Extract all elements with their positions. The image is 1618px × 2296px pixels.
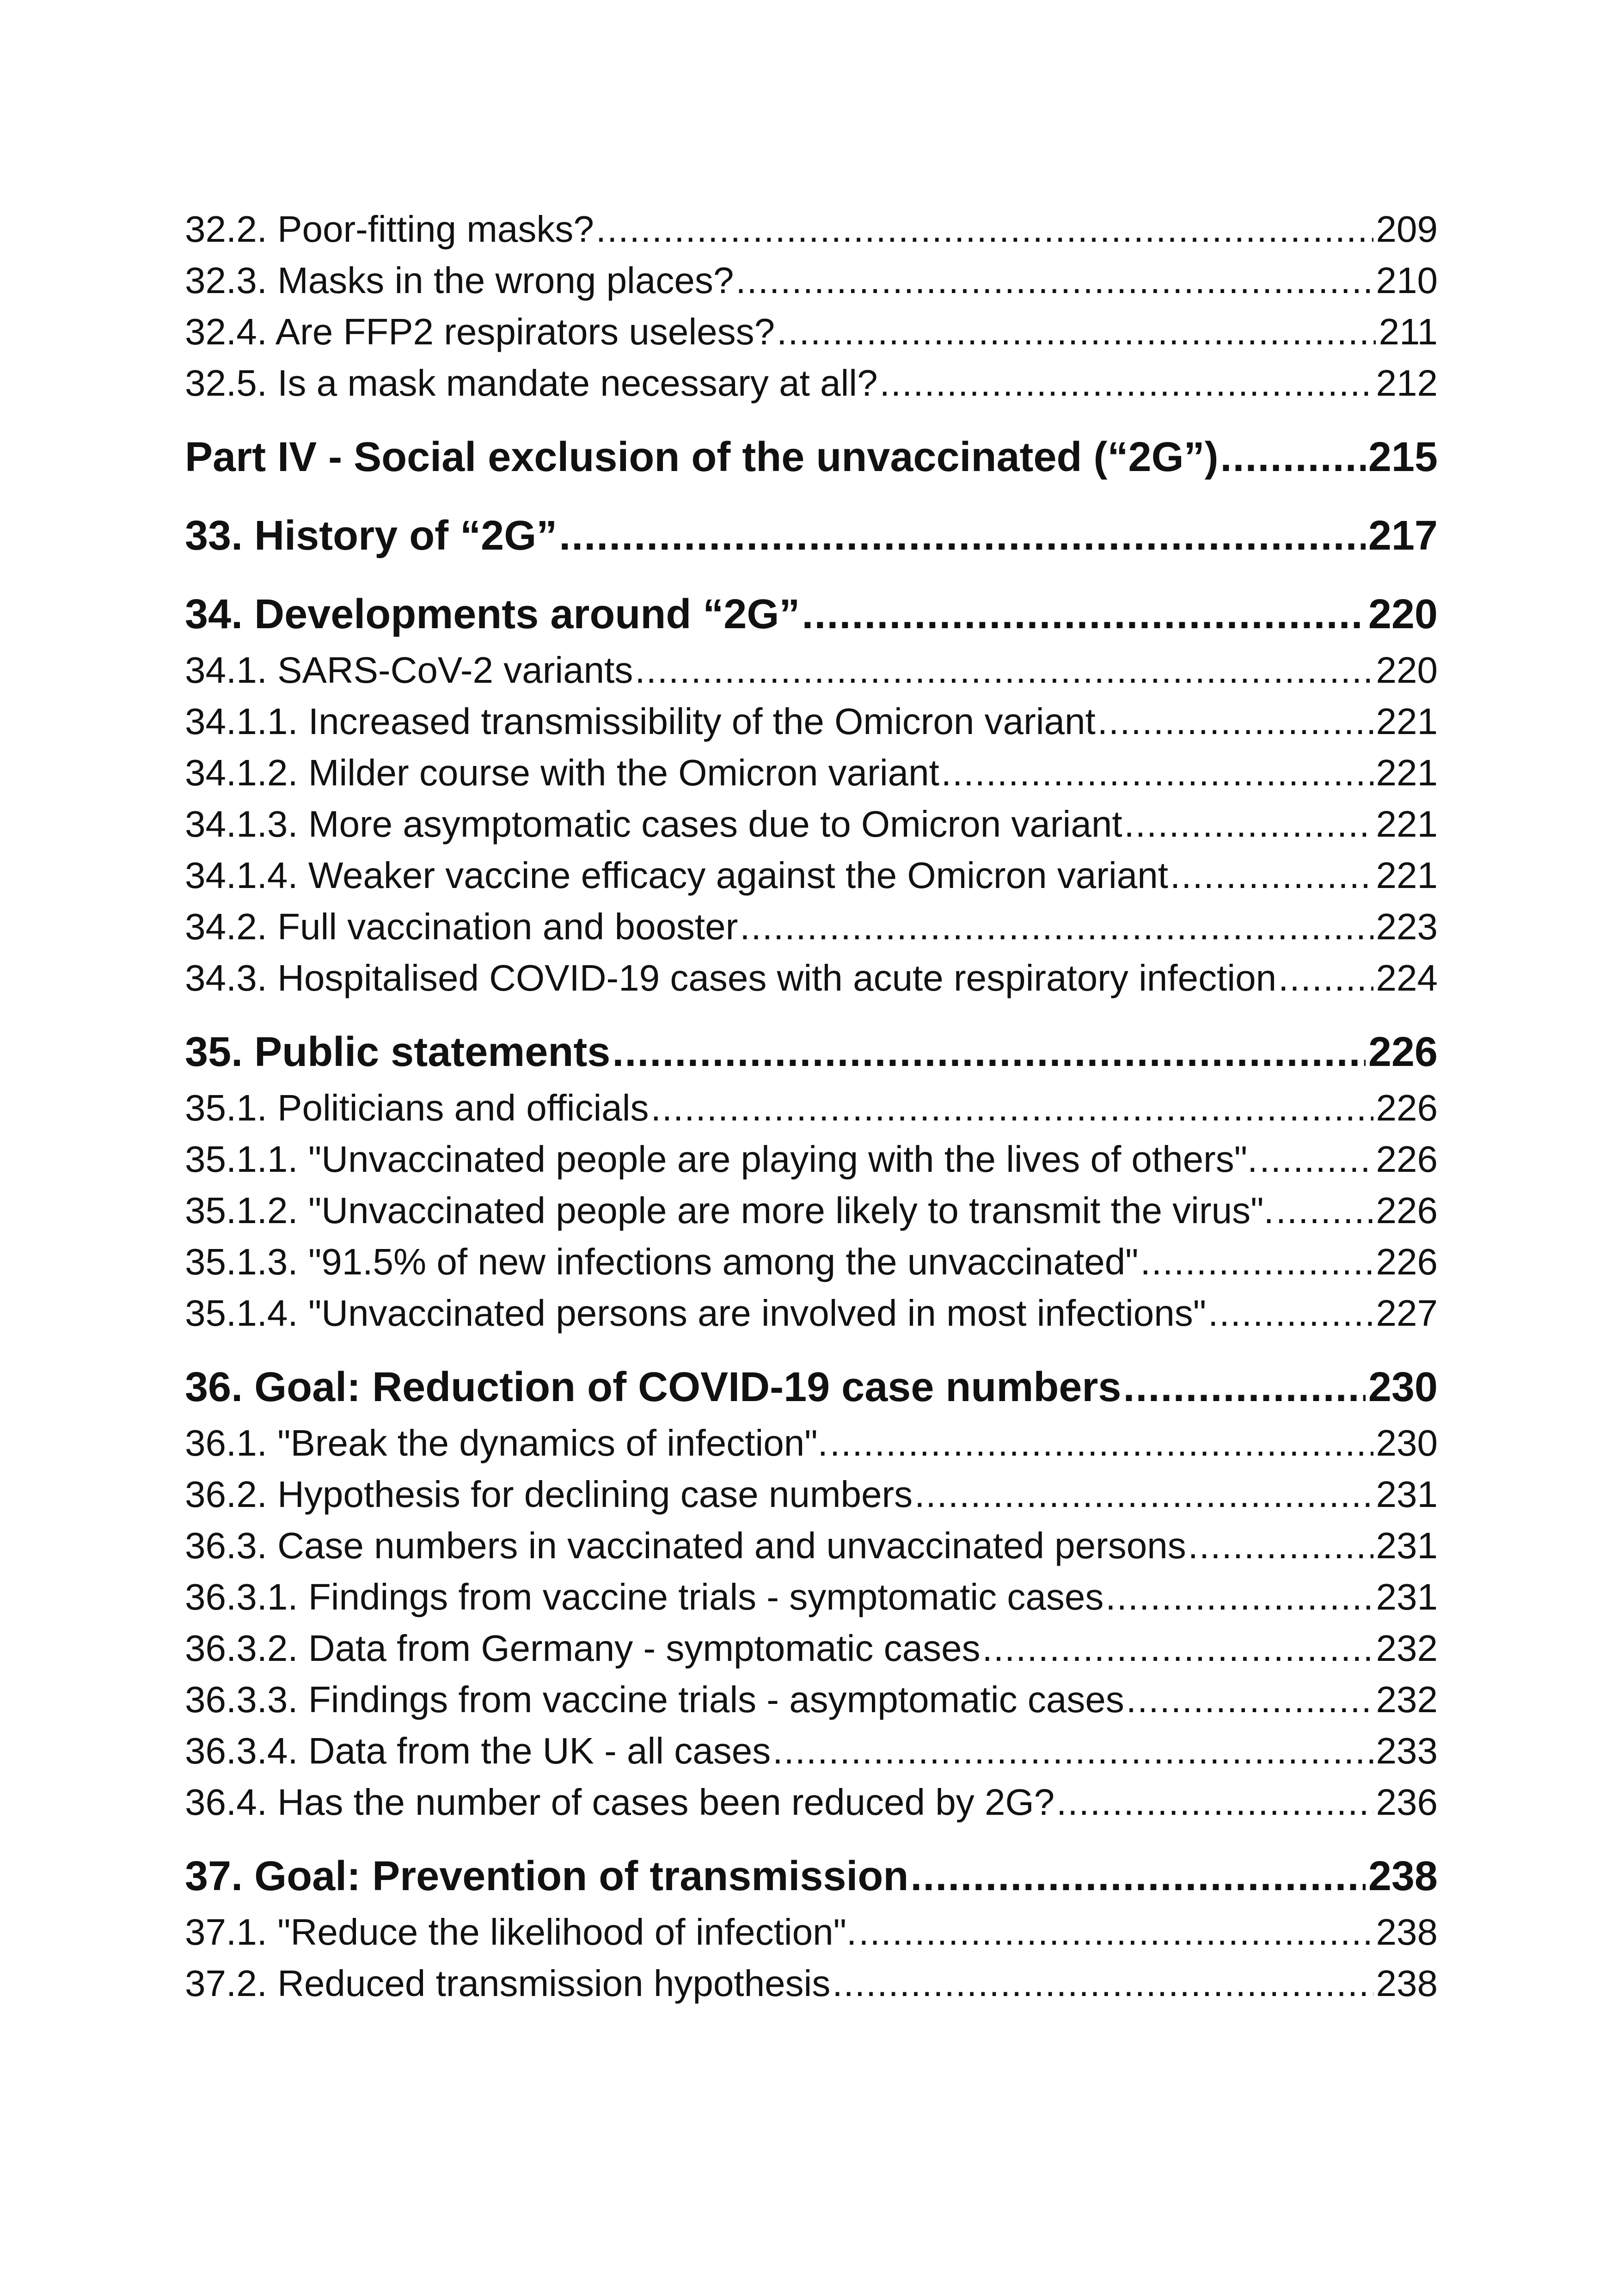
toc-entry-title: 36.3.4. Data from the UK - all cases [185,1730,771,1771]
toc-entry-page: 232 [1376,1679,1438,1720]
toc-entry[interactable] [185,1287,1438,1339]
toc-entry-title: 35.1.3. "91.5% of new infections among the unvaccinated" [185,1241,1139,1282]
toc-entry[interactable] [185,306,1438,357]
toc-entry-title: 37.2. Reduced transmission hypothesis [185,1963,831,2004]
dot-leader [982,1623,1373,1674]
toc-entry[interactable] [185,644,1438,696]
dot-leader [880,357,1373,409]
toc-entry-title: 36. Goal: Reduction of COVID-19 case numbers [185,1364,1122,1410]
toc-entry[interactable] [185,696,1438,747]
toc-entry-title: 34.1.2. Milder course with the Omicron variant [185,752,939,793]
toc-entry-title: 37.1. "Reduce the likelihood of infection". [185,1911,857,1953]
toc-part-heading[interactable] [185,427,1438,487]
toc-entry-page: 210 [1376,260,1438,301]
toc-entry-title: 34.1.3. More asymptomatic cases due to Omicron variant [185,803,1122,845]
toc-entry-title: 35.1.2. "Unvaccinated people are more likely to transmit the virus". [185,1190,1274,1231]
toc-entry-title: Part IV - Social exclusion of the unvaccinated (“2G”) [185,434,1219,480]
toc-entry[interactable] [185,1082,1438,1133]
dot-leader [858,1906,1373,1958]
toc-entry-title: 36.2. Hypothesis for declining case numbers [185,1474,913,1515]
dot-leader [1124,798,1373,850]
toc-entry-page: 231 [1376,1525,1438,1566]
toc-entry-page: 224 [1376,957,1438,998]
toc-entry-page: 232 [1376,1628,1438,1669]
toc-entry[interactable] [185,850,1438,901]
toc-entry[interactable] [185,1185,1438,1236]
toc-entry[interactable] [185,1133,1438,1185]
dot-leader [635,644,1373,696]
dot-leader [777,306,1376,357]
toc-entry-page: 209 [1376,208,1438,250]
toc-entry-page: 231 [1376,1576,1438,1617]
table-of-contents [185,203,1438,2009]
dot-leader [735,255,1373,306]
toc-entry-page: 226 [1376,1087,1438,1128]
toc-entry-page: 220 [1376,649,1438,691]
toc-entry-title: 34.3. Hospitalised COVID-19 cases with acute respiratory infection [185,957,1277,998]
toc-entry[interactable] [185,952,1438,1004]
dot-leader [1220,427,1366,487]
toc-chapter-heading[interactable] [185,1357,1438,1417]
toc-entry-title: 35.1. Politicians and officials [185,1087,649,1128]
dot-leader [1170,850,1373,901]
toc-entry-page: 212 [1376,362,1438,404]
toc-entry-title: 37. Goal: Prevention of transmission [185,1853,909,1899]
dot-leader [612,1022,1365,1082]
toc-entry-title: 36.4. Has the number of cases been reduced by 2G? [185,1782,1055,1823]
dot-leader [1105,1571,1373,1623]
toc-entry[interactable] [185,203,1438,255]
toc-entry[interactable] [185,798,1438,850]
toc-entry-title: 35.1.1. "Unvaccinated people are playing with the lives of others". [185,1139,1258,1180]
dot-leader [1140,1236,1373,1287]
dot-leader [559,506,1366,566]
toc-entry-title: 36.3.3. Findings from vaccine trials - asymptomatic cases [185,1679,1124,1720]
toc-entry-title: 32.3. Masks in the wrong places? [185,260,734,301]
dot-leader [830,1417,1373,1469]
toc-entry-title: 36.1. "Break the dynamics of infection". [185,1422,828,1463]
toc-chapter-heading[interactable] [185,584,1438,644]
toc-entry[interactable] [185,1725,1438,1776]
toc-entry-page: 217 [1368,513,1438,559]
toc-entry[interactable] [185,1674,1438,1725]
toc-entry-title: 32.5. Is a mask mandate necessary at all? [185,362,878,404]
dot-leader [740,901,1373,952]
dot-leader [832,1958,1373,2009]
toc-chapter-heading[interactable] [185,1022,1438,1082]
dot-leader [1259,1133,1373,1185]
toc-entry-page: 223 [1376,906,1438,947]
dot-leader [772,1725,1373,1776]
toc-entry-page: 215 [1368,434,1438,480]
toc-entry-page: 221 [1376,803,1438,845]
toc-entry-page: 238 [1376,1963,1438,2004]
dot-leader [1278,952,1373,1004]
toc-entry-title: 32.4. Are FFP2 respirators useless? [185,311,775,352]
toc-entry[interactable] [185,901,1438,952]
toc-entry-title: 33. History of “2G” [185,513,558,559]
toc-entry-page: 231 [1376,1474,1438,1515]
toc-entry[interactable] [185,1236,1438,1287]
toc-entry-title: 32.2. Poor-fitting masks? [185,208,594,250]
toc-entry[interactable] [185,1469,1438,1520]
toc-entry-title: 34.1.1. Increased transmissibility of the Omicron variant [185,701,1096,742]
dot-leader [802,584,1365,644]
toc-entry-page: 221 [1376,855,1438,896]
dot-leader [1276,1185,1373,1236]
toc-entry-title: 36.3. Case numbers in vaccinated and unvaccinated persons [185,1525,1186,1566]
toc-entry[interactable] [185,1958,1438,2009]
dot-leader [914,1469,1373,1520]
toc-entry-title: 34.2. Full vaccination and booster [185,906,738,947]
toc-entry-page: 226 [1376,1139,1438,1180]
toc-entry[interactable] [185,1906,1438,1958]
dot-leader [1097,696,1373,747]
dot-leader [1188,1520,1373,1571]
toc-entry[interactable] [185,1417,1438,1469]
toc-entry-page: 233 [1376,1730,1438,1771]
dot-leader [1123,1357,1365,1417]
dot-leader [910,1846,1365,1906]
toc-entry[interactable] [185,1623,1438,1674]
toc-entry-title: 34.1.4. Weaker vaccine efficacy against the Omicron variant [185,855,1168,896]
toc-entry-page: 226 [1376,1190,1438,1231]
toc-entry-title: 35.1.4. "Unvaccinated persons are involved in most infections" [185,1292,1207,1334]
toc-entry-page: 238 [1376,1911,1438,1953]
toc-entry-page: 221 [1376,701,1438,742]
toc-entry[interactable] [185,1571,1438,1623]
toc-entry-page: 230 [1368,1364,1438,1410]
toc-entry-page: 221 [1376,752,1438,793]
toc-entry-page: 226 [1368,1029,1438,1075]
toc-chapter-heading[interactable] [185,506,1438,566]
toc-entry[interactable] [185,747,1438,798]
toc-entry-page: 227 [1376,1292,1438,1334]
toc-entry-page: 220 [1368,591,1438,637]
dot-leader [651,1082,1373,1133]
dot-leader [596,203,1373,255]
toc-entry-title: 35. Public statements [185,1029,611,1075]
toc-entry[interactable] [185,1520,1438,1571]
dot-leader [1056,1776,1373,1828]
toc-entry-title: 36.3.1. Findings from vaccine trials - symptomatic cases [185,1576,1104,1617]
dot-leader [1126,1674,1373,1725]
toc-entry-page: 226 [1376,1241,1438,1282]
dot-leader [1208,1287,1373,1339]
toc-entry[interactable] [185,255,1438,306]
toc-entry-page: 230 [1376,1422,1438,1463]
toc-entry-title: 34.1. SARS-CoV-2 variants [185,649,633,691]
dot-leader [941,747,1373,798]
toc-entry-page: 236 [1376,1782,1438,1823]
toc-chapter-heading[interactable] [185,1846,1438,1906]
toc-entry-title: 36.3.2. Data from Germany - symptomatic cases [185,1628,981,1669]
toc-entry-title: 34. Developments around “2G” [185,591,800,637]
toc-entry[interactable] [185,357,1438,409]
toc-entry[interactable] [185,1776,1438,1828]
toc-entry-page: 238 [1368,1853,1438,1899]
toc-entry-page: 211 [1379,311,1438,352]
